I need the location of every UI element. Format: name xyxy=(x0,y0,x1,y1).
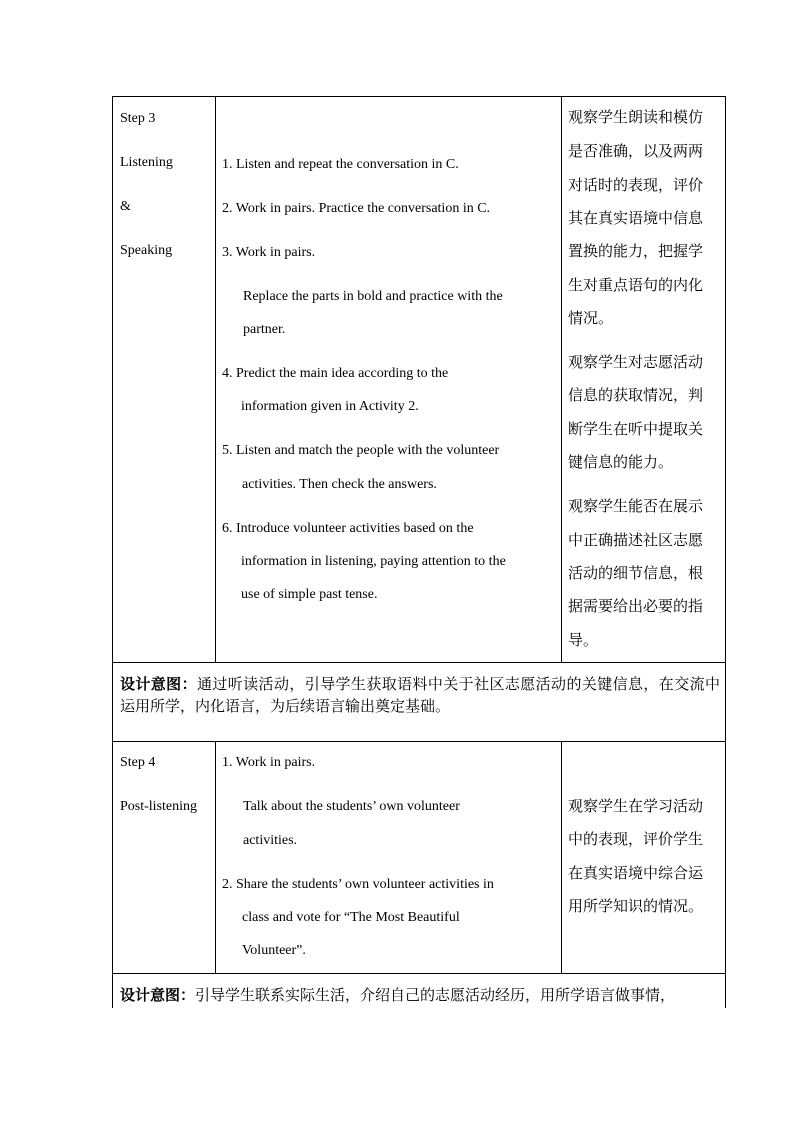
assessment-line: 导。 xyxy=(568,631,599,649)
activity-item: Volunteer”. xyxy=(242,943,306,958)
assessment-line: 据需要给出必要的指 xyxy=(568,597,704,615)
assessment-line: 是否准确，以及两两 xyxy=(568,142,704,160)
step-label: Step 4 xyxy=(120,755,156,770)
assessment-line: 观察学生朗读和模仿 xyxy=(568,108,704,126)
activity-item: 2. Work in pairs. Practice the conversation in C. xyxy=(222,201,491,216)
row-divider xyxy=(113,973,725,974)
step-label: Step 3 xyxy=(120,111,156,126)
assessment-line: 其在真实语境中信息 xyxy=(568,209,704,227)
column-divider xyxy=(215,741,216,973)
activity-subitem: partner. xyxy=(243,322,286,337)
activity-item: 1. Listen and repeat the conversation in C. xyxy=(222,157,459,172)
column-divider xyxy=(561,741,562,973)
design-intent-text: 引导学生联系实际生活，介绍自己的志愿活动经历，用所学语言做事情， xyxy=(195,986,676,1004)
activity-item: 1. Work in pairs. xyxy=(222,755,316,770)
design-intent xyxy=(120,673,720,717)
activity-item: 6. Introduce volunteer activities based on the xyxy=(222,521,474,536)
assessment-line: 置换的能力，把握学 xyxy=(568,242,704,260)
activity-item: use of simple past tense. xyxy=(241,587,378,602)
assessment-line: 中正确描述社区志愿 xyxy=(568,531,704,549)
assessment-line: 信息的获取情况，判 xyxy=(568,386,704,404)
activity-item: class and vote for “The Most Beautiful xyxy=(242,910,460,925)
activity-subitem: Talk about the students’ own volunteer xyxy=(243,799,460,814)
assessment-line: 用所学知识的情况。 xyxy=(568,897,704,915)
activity-item: information in listening, paying attention to the xyxy=(241,554,506,569)
row-divider xyxy=(113,662,725,663)
column-divider xyxy=(215,97,216,662)
assessment-line: 观察学生能否在展示 xyxy=(568,497,704,515)
activity-item: 2. Share the students’ own volunteer activities in xyxy=(222,877,494,892)
assessment-line: 生对重点语句的内化 xyxy=(568,276,704,294)
design-intent xyxy=(120,984,720,1006)
phase-label: Listening xyxy=(120,155,173,170)
phase-label: Post-listening xyxy=(120,799,198,814)
assessment-line: 中的表现，评价学生 xyxy=(568,830,704,848)
assessment-line: 观察学生对志愿活动 xyxy=(568,353,704,371)
assessment-line: 断学生在听中提取关 xyxy=(568,420,704,438)
activity-item: 3. Work in pairs. xyxy=(222,245,316,260)
design-intent-label: 设计意图： xyxy=(120,986,196,1004)
design-intent-text: 通过听读活动，引导学生获取语料中关于社区志愿活动的关键信息，在交流中运用所学，内化语言，为后续语言输出奠定基础。 xyxy=(120,675,720,715)
assessment-line: 情况。 xyxy=(568,309,614,327)
activity-item: activities. Then check the answers. xyxy=(242,477,437,492)
assessment-line: 对话时的表现，评价 xyxy=(568,176,704,194)
design-intent-label: 设计意图： xyxy=(120,675,197,693)
activity-subitem: Replace the parts in bold and practice with the xyxy=(243,289,503,304)
row-divider xyxy=(113,741,725,742)
assessment-line: 活动的细节信息，根 xyxy=(568,564,704,582)
column-divider xyxy=(561,97,562,662)
assessment-line: 观察学生在学习活动 xyxy=(568,797,704,815)
lesson-plan-table xyxy=(112,96,726,1008)
assessment-line: 在真实语境中综合运 xyxy=(568,864,704,882)
phase-label: Speaking xyxy=(120,243,173,258)
phase-label: & xyxy=(120,199,131,214)
activity-item: 5. Listen and match the people with the volunteer xyxy=(222,443,500,458)
assessment-line: 键信息的能力。 xyxy=(568,453,674,471)
activity-item: 4. Predict the main idea according to the xyxy=(222,366,449,381)
activity-item: information given in Activity 2. xyxy=(241,399,419,414)
activity-subitem: activities. xyxy=(243,833,298,848)
